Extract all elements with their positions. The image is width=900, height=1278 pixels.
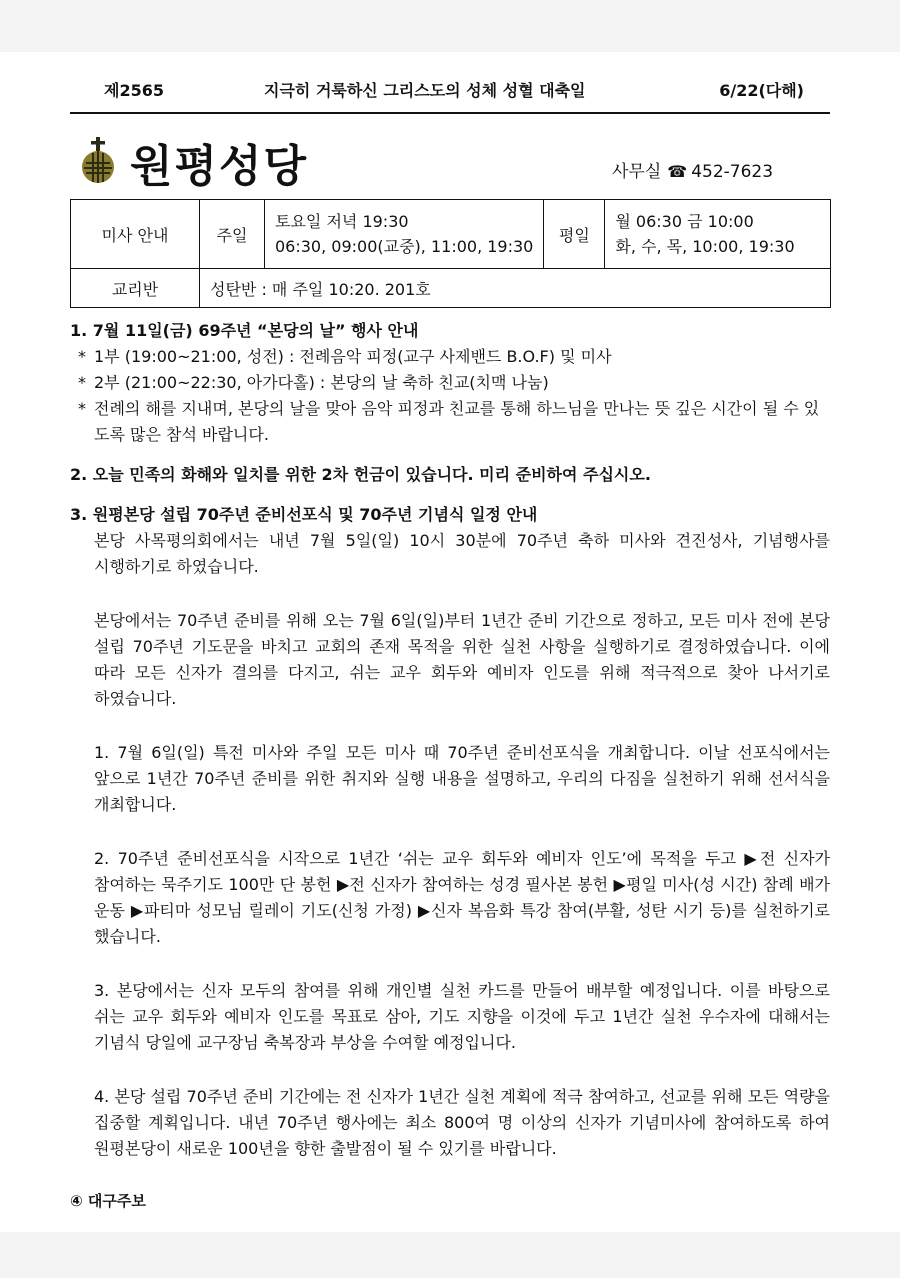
- viewer-bottom-margin: [0, 1232, 900, 1278]
- sunday-times-line2: 06:30, 09:00(교중), 11:00, 19:30: [275, 237, 534, 256]
- issue-number: 제2565: [104, 81, 164, 100]
- mass-row: [71, 200, 831, 269]
- section-1-bullet: [70, 344, 830, 370]
- page-footer: ④ 대구주보: [70, 1192, 146, 1210]
- sunday-label: 주일: [200, 200, 265, 269]
- office-phone: 452-7623: [691, 162, 774, 182]
- bulletin-header: [104, 78, 804, 104]
- class-row: [71, 269, 831, 308]
- weekday-label: 평일: [544, 200, 605, 269]
- weekday-times: [605, 200, 831, 269]
- mass-label: 미사 안내: [71, 200, 200, 269]
- section-3-item-2: 2. 70주년 준비선포식을 시작으로 1년간 ‘쉬는 교우 회두와 예비자 인도’에 목적을 두고 ▶전 신자가 참여하는 묵주기도 100만 단 봉헌 ▶전 신자가 참여하는 성경 필사본 봉헌 ▶평일 미사(성 시간) 참례 배가 운동 ▶파티마 성모님 릴레이 기도(신청 가정) ▶신자 복음화 특강 참여(부활, 성탄 시기 등)를 실천하기로 했습니다.: [94, 849, 830, 946]
- bullet-text: 1부 (19:00~21:00, 성전) : 전례음악 피정(교구 사제밴드 B.O.F) 및 미사: [94, 347, 612, 366]
- section-3-paragraph: 본당에서는 70주년 준비를 위해 오는 7월 6일(일)부터 1년간 준비 기간으로 정하고, 모든 미사 전에 본당 설립 70주년 기도문을 바치고 교회의 존재 목적을 위한 실천 사항을 실행하기로 결정하였습니다. 이에 따라 모든 신자가 결의를 다지고, 쉬는 교우 회두와 예비자 인도를 위해 적극적으로 찾아 나서기로 하였습니다.: [94, 611, 830, 708]
- section-1-bullet: [70, 370, 830, 396]
- class-label: 교리반: [71, 269, 200, 308]
- section-2-title: 2. 오늘 민족의 화해와 일치를 위한 2차 헌금이 있습니다. 미리 준비하여 주십시오.: [70, 465, 651, 484]
- parish-name: 원평성당: [130, 141, 309, 192]
- bullet-text: 2부 (21:00~22:30, 아가다홀) : 본당의 날 축하 친교(치맥 나눔): [94, 373, 549, 392]
- section-3-item-4: 4. 본당 설립 70주년 준비 기간에는 전 신자가 1년간 실천 계획에 적극 참여하고, 선교를 위해 모든 역량을 집중할 계획입니다. 내년 70주년 행사에는 최소 800여 명 이상의 신자가 기념미사에 참여하도록 하여 원평본당이 새로운 100년을 향한 출발점이 될 수 있기를 바랍니다.: [94, 1087, 830, 1158]
- bullet-text: 전례의 해를 지내며, 본당의 날을 맞아 음악 피정과 친교를 통해 하느님을 만나는 뜻 깊은 시간이 될 수 있도록 많은 참석 바랍니다.: [94, 399, 820, 444]
- church-cross-logo-icon: [76, 136, 120, 184]
- section-3-paragraph: 본당 사목평의회에서는 내년 7월 5일(일) 10시 30분에 70주년 축하 미사와 견진성사, 기념행사를 시행하기로 하였습니다.: [94, 531, 830, 576]
- section-3-item-1: 1. 7월 6일(일) 특전 미사와 주일 모든 미사 때 70주년 준비선포식을 개최합니다. 이날 선포식에서는 앞으로 1년간 70주년 준비를 위한 취지와 실행 내용을 설명하고, 우리의 다짐을 실천하기 위해 선서식을 개최합니다.: [94, 743, 830, 814]
- issue-date: 6/22(다해): [719, 81, 804, 100]
- office-label: 사무실: [612, 162, 662, 182]
- office-contact: [612, 157, 773, 182]
- header-divider: [70, 112, 830, 114]
- section-1-title: 1. 7월 11일(금) 69주년 “본당의 날” 행사 안내: [70, 321, 419, 340]
- mass-schedule-table: [70, 199, 831, 308]
- asterisk-icon: *: [78, 399, 86, 418]
- feast-title: 지극히 거룩하신 그리스도의 성체 성혈 대축일: [264, 81, 586, 100]
- sunday-times: [265, 200, 544, 269]
- section-3-item-3: 3. 본당에서는 신자 모두의 참여를 위해 개인별 실천 카드를 만들어 배부할 예정입니다. 이를 바탕으로 쉬는 교우 회두와 예비자 인도를 목표로 삼아, 기도 지향을 이것에 두고 1년간 실천 우수자에 대해서는 기념식 당일에 교구장님 축복장과 부상을 수여할 예정입니다.: [94, 981, 830, 1052]
- telephone-icon: ☎: [667, 162, 688, 181]
- viewer-top-margin: [0, 0, 900, 52]
- section-3-title: 3. 원평본당 설립 70주년 준비선포식 및 70주년 기념식 일정 안내: [70, 505, 538, 524]
- weekday-times-line2: 화, 수, 목, 10:00, 19:30: [615, 237, 795, 256]
- sunday-times-line1: 토요일 저녁 19:30: [275, 212, 409, 231]
- section-1-bullet: [70, 396, 830, 448]
- asterisk-icon: *: [78, 347, 86, 366]
- announcements: [70, 318, 830, 1162]
- class-text: 성탄반 : 매 주일 10:20. 201호: [200, 269, 831, 308]
- weekday-times-line1: 월 06:30 금 10:00: [615, 212, 754, 231]
- asterisk-icon: *: [78, 373, 86, 392]
